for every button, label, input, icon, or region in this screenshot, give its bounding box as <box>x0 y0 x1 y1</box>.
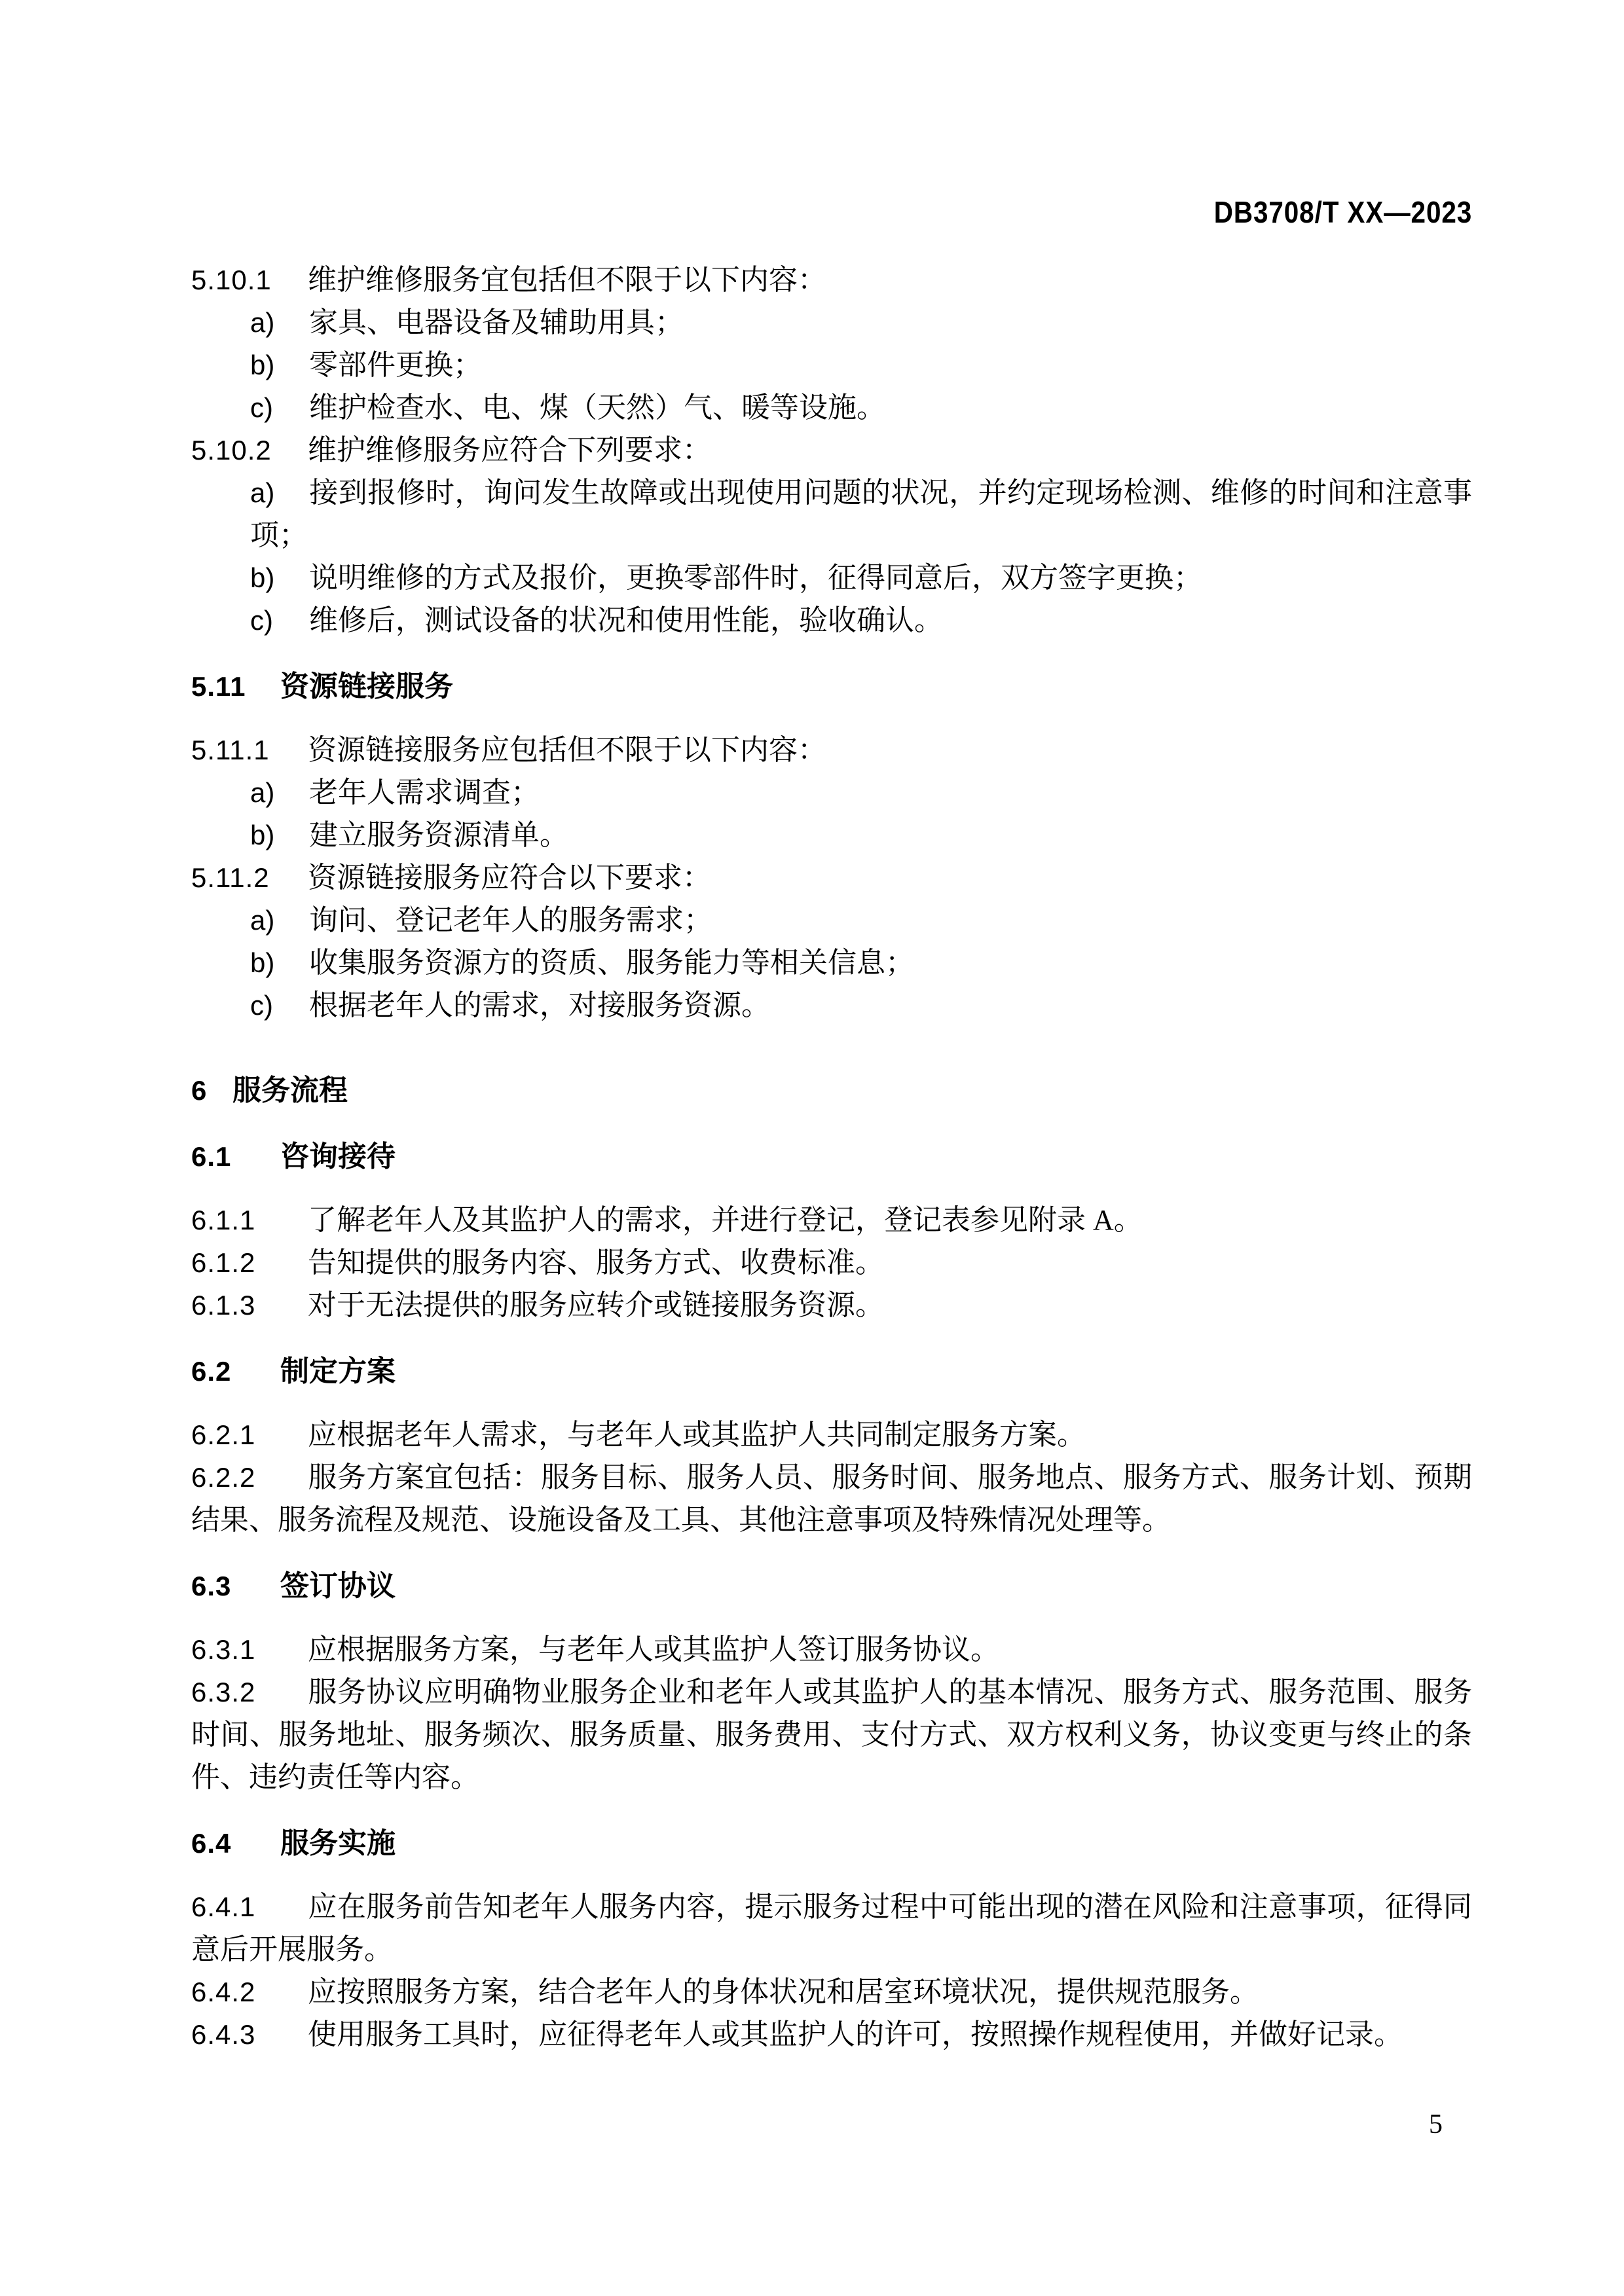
list-item-marker: b) <box>250 820 275 850</box>
heading-number: 6.3 <box>191 1571 232 1601</box>
standard-code: DB3708/T XX—2023 <box>1213 195 1472 229</box>
paragraph-text: 签订协议 <box>280 1570 396 1602</box>
list-item-marker: c) <box>250 605 273 636</box>
paragraph-text: 维护检查水、电、煤（天然）气、暖等设施。 <box>309 392 885 424</box>
paragraph-text: 维修后，测试设备的状况和使用性能，验收确认。 <box>309 604 943 636</box>
list-item-b <box>191 941 1472 984</box>
paragraph-text: 告知提供的服务内容、服务方式、收费标准。 <box>308 1247 884 1279</box>
paragraph-text: 维护维修服务宜包括但不限于以下内容： <box>308 264 826 296</box>
paragraph-text: 咨询接待 <box>280 1140 396 1173</box>
clause-number: 6.3.1 <box>191 1634 256 1665</box>
paragraph-text: 制定方案 <box>280 1355 396 1387</box>
paragraph-text: 说明维修的方式及报价，更换零部件时，征得同意后，双方签字更换； <box>309 562 1202 594</box>
list-item-b <box>191 344 1472 386</box>
paragraph-text: 服务实施 <box>280 1827 396 1859</box>
paragraph-text: 零部件更换； <box>309 349 482 381</box>
heading-6.1 <box>191 1135 1472 1178</box>
heading-5.11 <box>191 665 1472 708</box>
document-content <box>191 0 1472 2056</box>
list-item-marker: a) <box>250 477 275 508</box>
paragraph-text: 询问、登记老年人的服务需求； <box>309 904 712 936</box>
clause-number: 6.4.3 <box>191 2019 256 2050</box>
clause-number: 6.3.2 <box>191 1677 256 1707</box>
list-item-c <box>191 599 1472 642</box>
clause-6.1.1 <box>191 1199 1472 1241</box>
list-item-marker: a) <box>250 307 275 338</box>
list-item-marker: c) <box>250 990 273 1021</box>
paragraph-text: 接到报修时，询问发生故障或出现使用问题的状况，并约定现场检测、维修的时间和注意事项； <box>250 477 1472 551</box>
list-item-c <box>191 386 1472 429</box>
clause-6.4.2 <box>191 1971 1472 2013</box>
clause-number: 6.4.2 <box>191 1977 256 2007</box>
heading-number: 6.4 <box>191 1828 232 1859</box>
list-item-a <box>191 471 1472 556</box>
paragraph-text: 收集服务资源方的资质、服务能力等相关信息； <box>309 947 914 979</box>
heading-6.4 <box>191 1822 1472 1865</box>
clause-number: 5.10.1 <box>191 264 272 295</box>
paragraph-text: 对于无法提供的服务应转介或链接服务资源。 <box>308 1289 884 1321</box>
paragraph-text: 资源链接服务应符合以下要求： <box>308 862 711 894</box>
paragraph-text: 服务方案宜包括：服务目标、服务人员、服务时间、服务地点、服务方式、服务计划、预期结果、服务流程及规范、设施设备及工具、其他注意事项及特殊情况处理等。 <box>191 1461 1472 1536</box>
paragraph-text: 服务流程 <box>232 1074 348 1106</box>
list-item-b <box>191 556 1472 599</box>
paragraph-text: 资源链接服务应包括但不限于以下内容： <box>308 734 826 766</box>
list-item-a <box>191 771 1472 814</box>
paragraph-text: 了解老年人及其监护人的需求，并进行登记，登记表参见附录 A。 <box>308 1204 1143 1236</box>
clause-number: 6.4.1 <box>191 1891 256 1922</box>
paragraph-text: 家具、电器设备及辅助用具； <box>309 306 684 338</box>
clause-6.1.2 <box>191 1241 1472 1284</box>
list-item-marker: c) <box>250 392 273 423</box>
paragraph-text: 老年人需求调查； <box>309 776 540 809</box>
list-item-b <box>191 814 1472 856</box>
clause-6.3.1 <box>191 1628 1472 1671</box>
heading-number: 6 <box>191 1075 208 1106</box>
paragraph-text: 建立服务资源清单。 <box>309 819 568 851</box>
paragraph-text: 服务协议应明确物业服务企业和老年人或其监护人的基本情况、服务方式、服务范围、服务时间、服务地址、服务频次、服务质量、服务费用、支付方式、双方权利义务，协议变更与终止的条件、违约责任等内容。 <box>191 1676 1472 1793</box>
clause-number: 6.2.1 <box>191 1419 256 1450</box>
list-item-marker: a) <box>250 905 275 936</box>
clause-5.11.2 <box>191 856 1472 899</box>
heading-6.2 <box>191 1350 1472 1393</box>
page-number: 5 <box>1429 2109 1443 2140</box>
paragraph-text: 资源链接服务 <box>280 670 453 702</box>
heading-number: 6.1 <box>191 1141 232 1172</box>
list-item-c <box>191 984 1472 1027</box>
clause-number: 6.1.3 <box>191 1290 256 1321</box>
document-header <box>191 191 1472 234</box>
clause-6.3.2 <box>191 1671 1472 1798</box>
clause-5.11.1 <box>191 729 1472 771</box>
clause-number: 6.2.2 <box>191 1462 256 1493</box>
heading-6.3 <box>191 1565 1472 1607</box>
paragraph-text: 维护维修服务应符合下列要求： <box>308 434 711 466</box>
clause-6.4.1 <box>191 1886 1472 1971</box>
paragraph-text: 应在服务前告知老年人服务内容，提示服务过程中可能出现的潜在风险和注意事项，征得同意后开展服务。 <box>191 1891 1472 1965</box>
heading-6 <box>191 1069 1472 1112</box>
paragraph-text: 应根据服务方案，与老年人或其监护人签订服务协议。 <box>308 1633 999 1666</box>
list-item-marker: b) <box>250 947 275 978</box>
heading-number: 6.2 <box>191 1356 232 1387</box>
paragraph-text: 应根据老年人需求，与老年人或其监护人共同制定服务方案。 <box>308 1419 1086 1451</box>
clause-6.2.2 <box>191 1456 1472 1541</box>
list-item-a <box>191 301 1472 344</box>
list-item-marker: b) <box>250 562 275 593</box>
clause-5.10.2 <box>191 429 1472 471</box>
list-item-a <box>191 899 1472 941</box>
clause-number: 5.11.1 <box>191 735 270 765</box>
heading-number: 5.11 <box>191 671 246 702</box>
clause-6.4.3 <box>191 2013 1472 2056</box>
list-item-marker: a) <box>250 777 275 808</box>
paragraph-text: 使用服务工具时，应征得老年人或其监护人的许可，按照操作规程使用，并做好记录。 <box>308 2018 1403 2050</box>
list-item-marker: b) <box>250 350 275 380</box>
clause-6.2.1 <box>191 1413 1472 1456</box>
clause-number: 6.1.2 <box>191 1247 256 1278</box>
paragraph-text: 根据老年人的需求，对接服务资源。 <box>309 989 770 1021</box>
clause-6.1.3 <box>191 1284 1472 1326</box>
clause-number: 5.11.2 <box>191 862 270 893</box>
clause-number: 6.1.1 <box>191 1205 256 1235</box>
document-body <box>191 259 1472 2056</box>
clause-number: 5.10.2 <box>191 435 272 465</box>
paragraph-text: 应按照服务方案，结合老年人的身体状况和居室环境状况，提供规范服务。 <box>308 1976 1259 2008</box>
clause-5.10.1 <box>191 259 1472 301</box>
